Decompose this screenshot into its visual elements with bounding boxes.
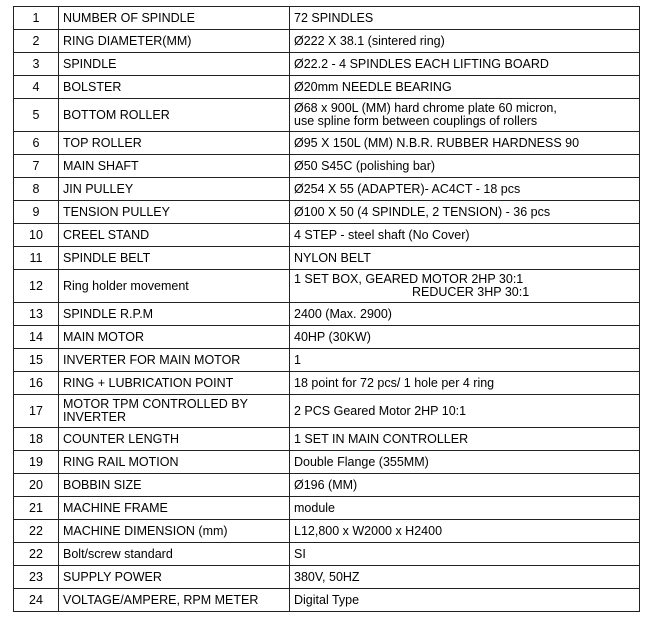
- item-spec: 18 point for 72 pcs/ 1 hole per 4 ring: [290, 372, 640, 395]
- item-name: RING RAIL MOTION: [59, 451, 290, 474]
- row-number: 11: [14, 247, 59, 270]
- item-spec: Ø95 X 150L (MM) N.B.R. RUBBER HARDNESS 90: [290, 132, 640, 155]
- item-name: BOBBIN SIZE: [59, 474, 290, 497]
- table-row: [14, 76, 640, 99]
- item-spec: 1: [290, 349, 640, 372]
- item-name: Bolt/screw standard: [59, 543, 290, 566]
- item-name: VOLTAGE/AMPERE, RPM METER: [59, 589, 290, 612]
- row-number: 16: [14, 372, 59, 395]
- row-number: 10: [14, 224, 59, 247]
- table-row: [14, 451, 640, 474]
- item-spec: module: [290, 497, 640, 520]
- item-spec: Ø100 X 50 (4 SPINDLE, 2 TENSION) - 36 pcs: [290, 201, 640, 224]
- item-spec: Ø50 S45C (polishing bar): [290, 155, 640, 178]
- row-number: 1: [14, 7, 59, 30]
- table-row: [14, 349, 640, 372]
- table-row: [14, 372, 640, 395]
- row-number: 21: [14, 497, 59, 520]
- item-spec: [290, 99, 640, 132]
- table-row: [14, 497, 640, 520]
- table-row: [14, 30, 640, 53]
- table-row: [14, 201, 640, 224]
- item-name: JIN PULLEY: [59, 178, 290, 201]
- item-spec: 4 STEP - steel shaft (No Cover): [290, 224, 640, 247]
- item-spec-line: 1 SET BOX, GEARED MOTOR 2HP 30:1: [294, 272, 524, 286]
- row-number: 14: [14, 326, 59, 349]
- item-name: [59, 395, 290, 428]
- item-spec: Ø254 X 55 (ADAPTER)- AC4CT - 18 pcs: [290, 178, 640, 201]
- table-row: [14, 589, 640, 612]
- row-number: 22: [14, 520, 59, 543]
- row-number: 4: [14, 76, 59, 99]
- item-name: TOP ROLLER: [59, 132, 290, 155]
- item-spec: 72 SPINDLES: [290, 7, 640, 30]
- table-row: [14, 247, 640, 270]
- item-name: MACHINE DIMENSION (mm): [59, 520, 290, 543]
- item-name: SPINDLE BELT: [59, 247, 290, 270]
- row-number: 2: [14, 30, 59, 53]
- table-row: [14, 395, 640, 428]
- item-name: RING + LUBRICATION POINT: [59, 372, 290, 395]
- item-name: COUNTER LENGTH: [59, 428, 290, 451]
- item-name: NUMBER OF SPINDLE: [59, 7, 290, 30]
- item-spec: Double Flange (355MM): [290, 451, 640, 474]
- item-spec: Ø222 X 38.1 (sintered ring): [290, 30, 640, 53]
- table-row: [14, 520, 640, 543]
- item-name-line: INVERTER: [63, 410, 126, 424]
- item-name: MACHINE FRAME: [59, 497, 290, 520]
- item-name-line: MOTOR TPM CONTROLLED BY: [63, 397, 248, 411]
- table-row: [14, 53, 640, 76]
- item-spec: 40HP (30KW): [290, 326, 640, 349]
- spec-table: [13, 6, 640, 612]
- item-name: TENSION PULLEY: [59, 201, 290, 224]
- table-row: [14, 428, 640, 451]
- table-row: [14, 303, 640, 326]
- item-name: SPINDLE: [59, 53, 290, 76]
- table-row: [14, 7, 640, 30]
- row-number: 23: [14, 566, 59, 589]
- table-row: [14, 99, 640, 132]
- row-number: 20: [14, 474, 59, 497]
- row-number: 5: [14, 99, 59, 132]
- item-spec: NYLON BELT: [290, 247, 640, 270]
- item-name: MAIN MOTOR: [59, 326, 290, 349]
- item-name: BOLSTER: [59, 76, 290, 99]
- table-row: [14, 224, 640, 247]
- row-number: 7: [14, 155, 59, 178]
- item-name: RING DIAMETER(MM): [59, 30, 290, 53]
- row-number: 9: [14, 201, 59, 224]
- row-number: 8: [14, 178, 59, 201]
- item-spec: Ø196 (MM): [290, 474, 640, 497]
- item-spec-line: use spline form between couplings of rollers: [294, 114, 538, 128]
- row-number: 19: [14, 451, 59, 474]
- row-number: 12: [14, 270, 59, 303]
- item-spec: 2400 (Max. 2900): [290, 303, 640, 326]
- item-spec: 380V, 50HZ: [290, 566, 640, 589]
- table-row: [14, 155, 640, 178]
- item-spec: Ø20mm NEEDLE BEARING: [290, 76, 640, 99]
- item-name: INVERTER FOR MAIN MOTOR: [59, 349, 290, 372]
- item-spec: Digital Type: [290, 589, 640, 612]
- row-number: 17: [14, 395, 59, 428]
- item-spec: [290, 270, 640, 303]
- item-spec-line: Ø68 x 900L (MM) hard chrome plate 60 micron,: [294, 101, 557, 115]
- row-number: 22: [14, 543, 59, 566]
- item-name: CREEL STAND: [59, 224, 290, 247]
- table-row: [14, 543, 640, 566]
- item-spec-line: REDUCER 3HP 30:1: [412, 285, 530, 299]
- row-number: 3: [14, 53, 59, 76]
- table-row: [14, 326, 640, 349]
- row-number: 6: [14, 132, 59, 155]
- row-number: 18: [14, 428, 59, 451]
- table-row: [14, 474, 640, 497]
- item-spec: Ø22.2 - 4 SPINDLES EACH LIFTING BOARD: [290, 53, 640, 76]
- row-number: 24: [14, 589, 59, 612]
- table-row: [14, 178, 640, 201]
- item-spec: SI: [290, 543, 640, 566]
- row-number: 13: [14, 303, 59, 326]
- item-spec: 1 SET IN MAIN CONTROLLER: [290, 428, 640, 451]
- table-row: [14, 566, 640, 589]
- item-name: SPINDLE R.P.M: [59, 303, 290, 326]
- item-spec: 2 PCS Geared Motor 2HP 10:1: [290, 395, 640, 428]
- item-name: MAIN SHAFT: [59, 155, 290, 178]
- row-number: 15: [14, 349, 59, 372]
- table-row: [14, 270, 640, 303]
- item-name: SUPPLY POWER: [59, 566, 290, 589]
- table-row: [14, 132, 640, 155]
- item-name: BOTTOM ROLLER: [59, 99, 290, 132]
- item-name: Ring holder movement: [59, 270, 290, 303]
- item-spec: L12,800 x W2000 x H2400: [290, 520, 640, 543]
